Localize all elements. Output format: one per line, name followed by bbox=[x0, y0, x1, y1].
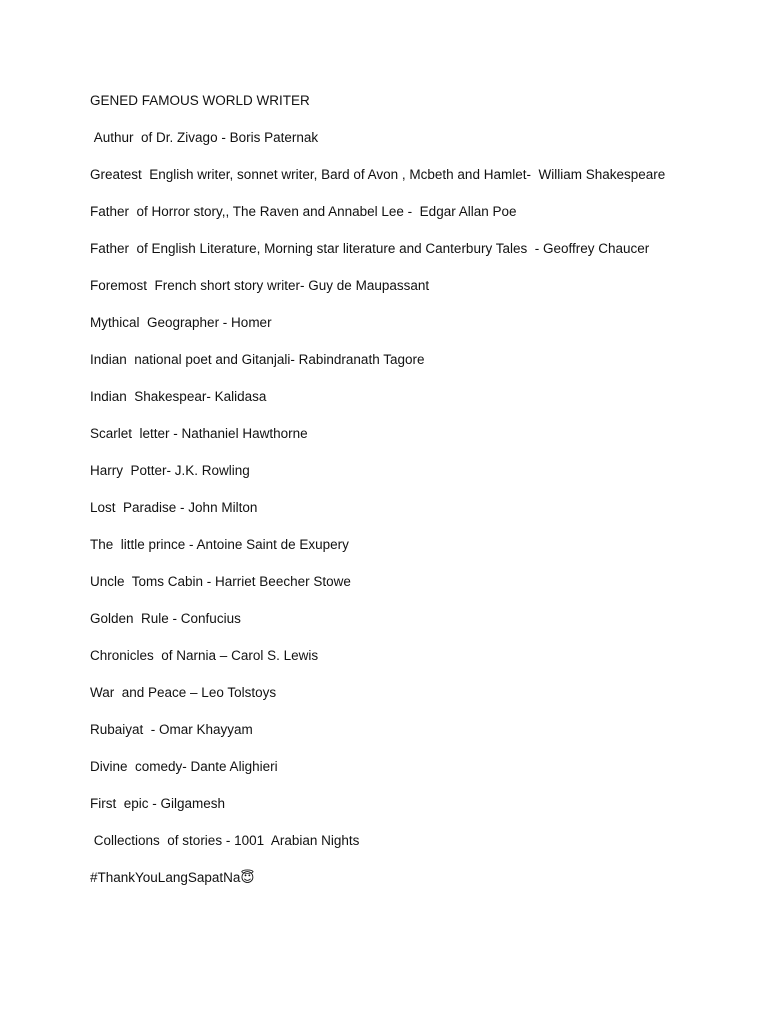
list-item: Greatest English writer, sonnet writer, Bard of Avon , Mcbeth and Hamlet- William Shakespeare bbox=[90, 167, 666, 182]
list-item: Scarlet letter - Nathaniel Hawthorne bbox=[90, 426, 308, 441]
list-item: Divine comedy- Dante Alighieri bbox=[90, 759, 278, 774]
list-item: Mythical Geographer - Homer bbox=[90, 315, 272, 330]
list-item: Uncle Toms Cabin - Harriet Beecher Stowe bbox=[90, 574, 351, 589]
document-body bbox=[90, 92, 690, 887]
list-item: First epic - Gilgamesh bbox=[90, 796, 226, 811]
list-item: Authur of Dr. Zivago - Boris Paternak bbox=[90, 130, 319, 145]
list-item: Foremost French short story writer- Guy de Maupassant bbox=[90, 278, 430, 293]
list-item: Indian national poet and Gitanjali- Rabindranath Tagore bbox=[90, 352, 425, 367]
list-item: Collections of stories - 1001 Arabian Nights bbox=[90, 833, 360, 848]
list-item: The little prince - Antoine Saint de Exupery bbox=[90, 537, 349, 552]
hashtag-line: #ThankYouLangSapatNa😇 bbox=[90, 870, 255, 885]
list-item: Harry Potter- J.K. Rowling bbox=[90, 463, 250, 478]
list-item: Golden Rule - Confucius bbox=[90, 611, 241, 626]
document-title: GENED FAMOUS WORLD WRITER bbox=[90, 93, 310, 108]
list-item: Indian Shakespear- Kalidasa bbox=[90, 389, 267, 404]
list-item: Father of English Literature, Morning star literature and Canterbury Tales - Geoffrey Chaucer bbox=[90, 241, 650, 256]
list-item: Rubaiyat - Omar Khayyam bbox=[90, 722, 253, 737]
list-item: Lost Paradise - John Milton bbox=[90, 500, 258, 515]
list-item: War and Peace – Leo Tolstoys bbox=[90, 685, 277, 700]
list-item: Father of Horror story,, The Raven and Annabel Lee - Edgar Allan Poe bbox=[90, 204, 517, 219]
list-item: Chronicles of Narnia – Carol S. Lewis bbox=[90, 648, 319, 663]
